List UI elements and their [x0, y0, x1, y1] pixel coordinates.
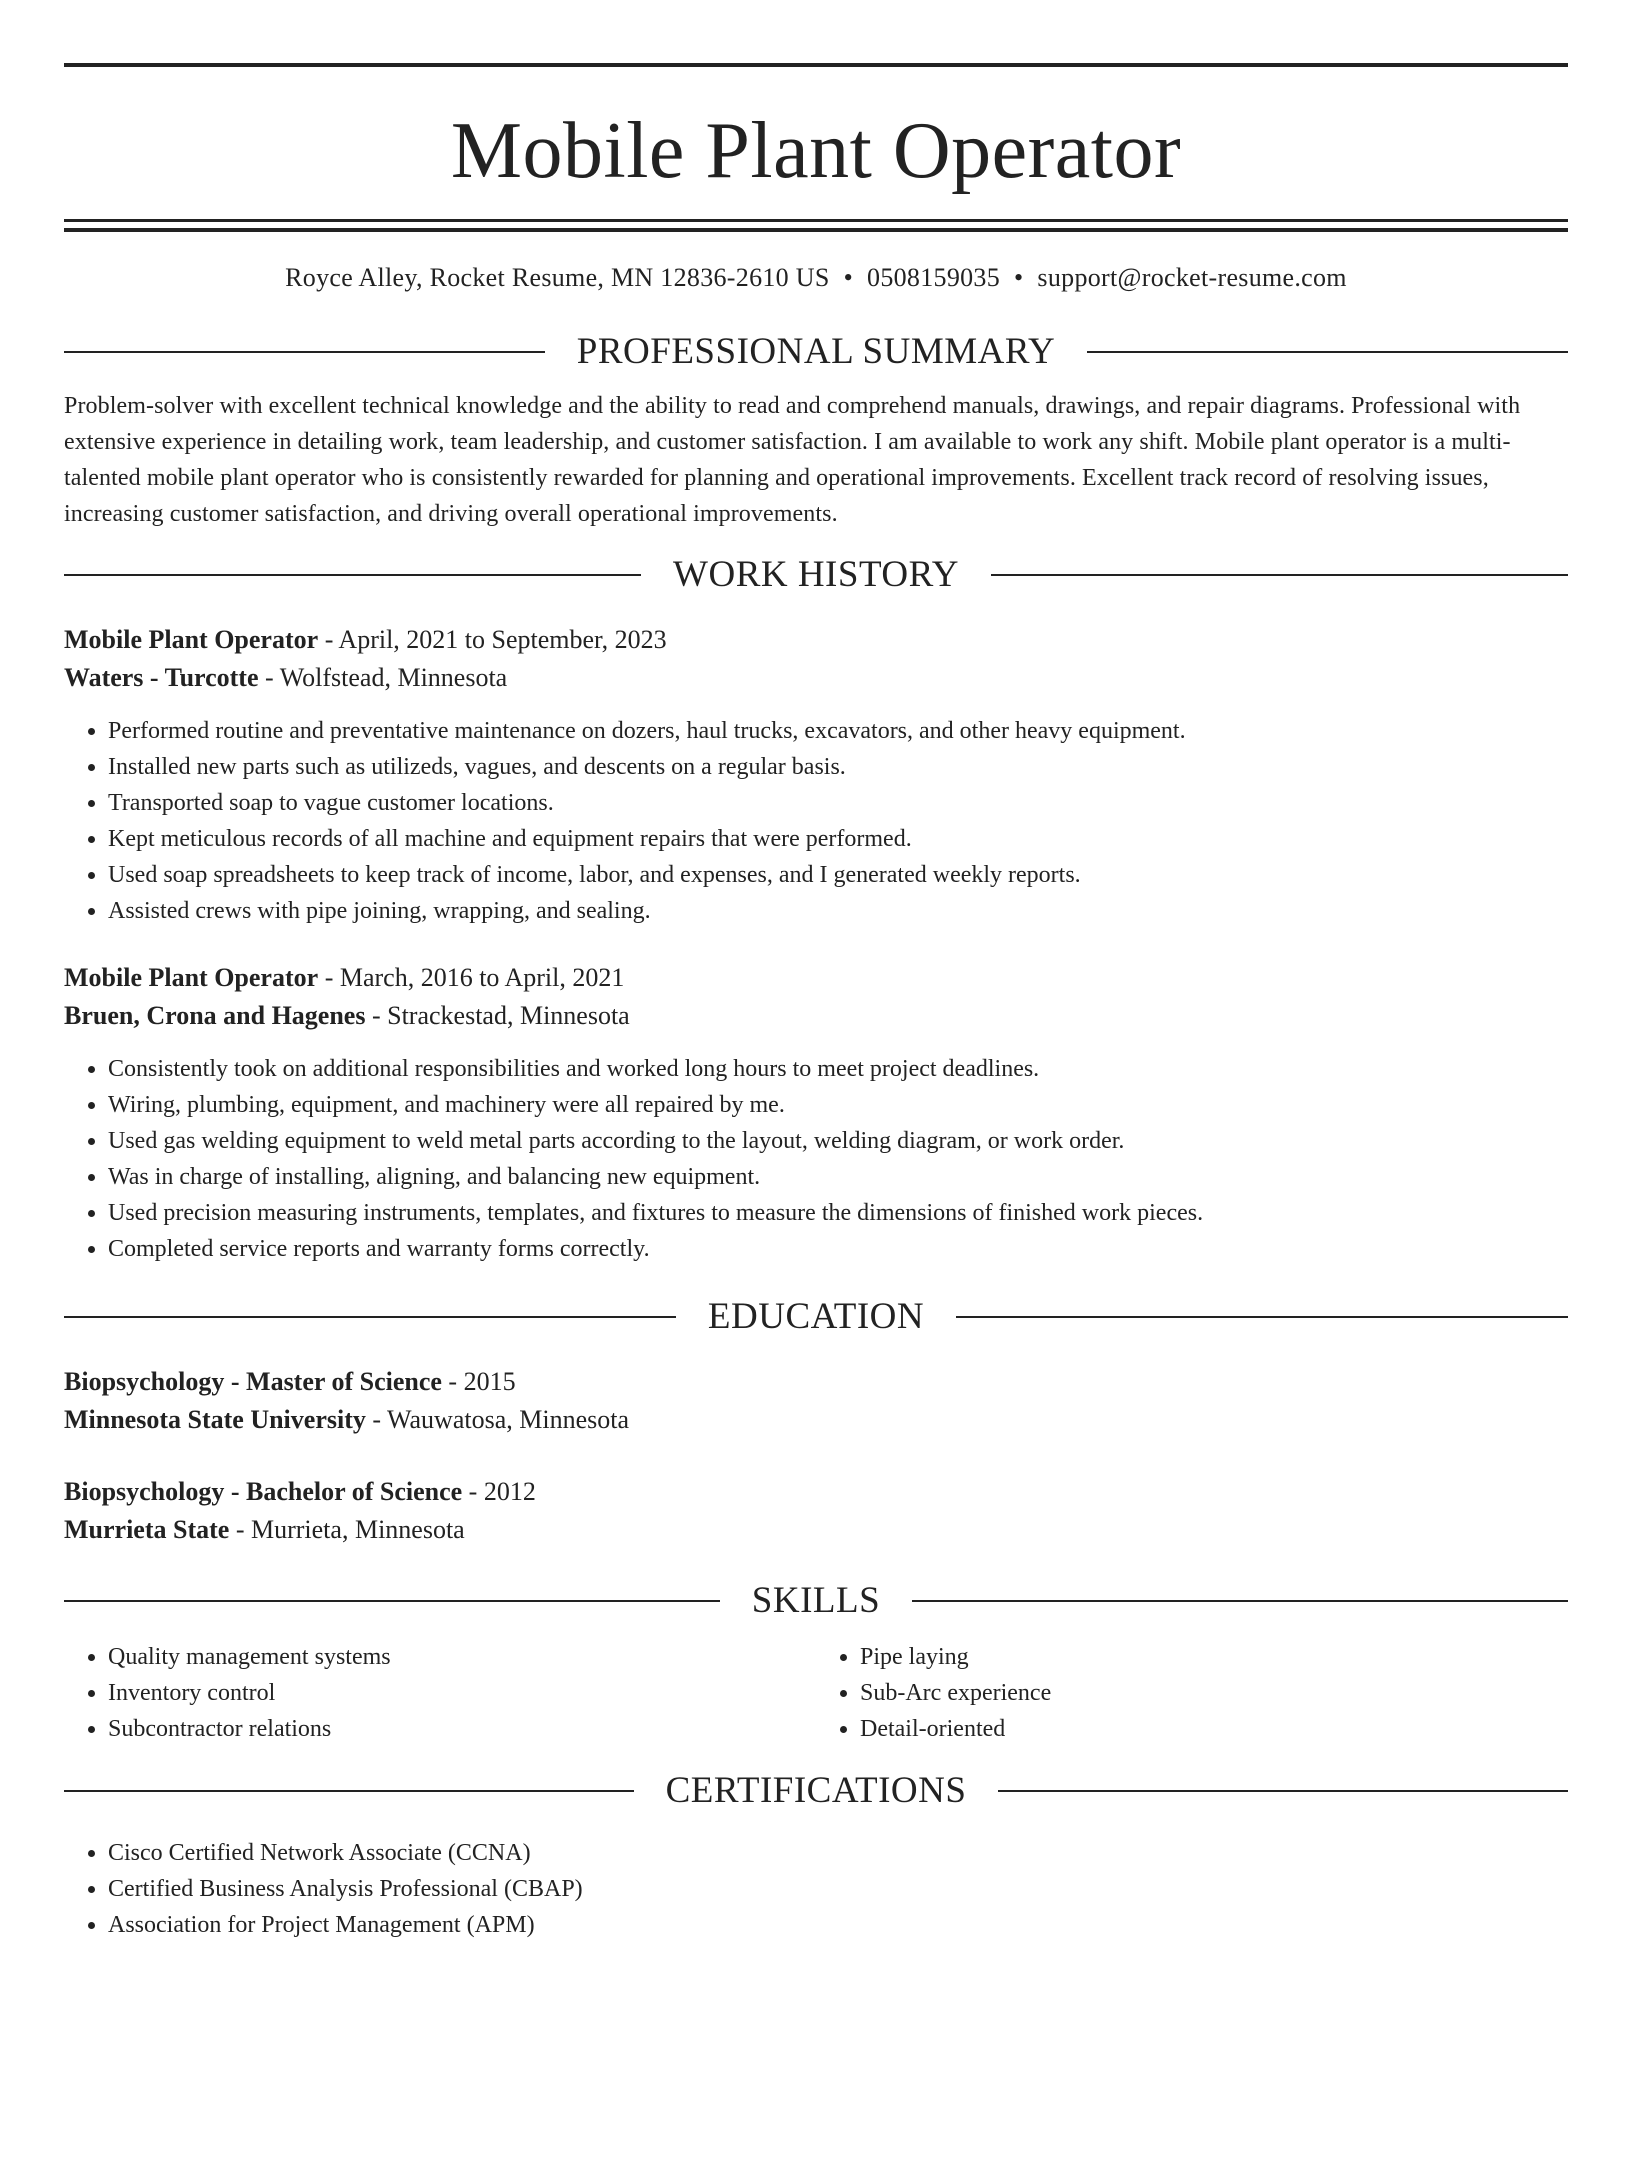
school-location: - Wauwatosa, Minnesota	[365, 1405, 630, 1434]
section-title: WORK HISTORY	[673, 554, 959, 595]
list-item: • Used soap spreadsheets to keep track of income, labor, and expenses, and I generated weekly reports.	[108, 857, 1568, 893]
list-item: • Was in charge of installing, aligning, and balancing new equipment.	[108, 1159, 1568, 1195]
section-title: CERTIFICATIONS	[665, 1770, 967, 1811]
degree-name: Biopsychology - Bachelor of Science	[64, 1477, 463, 1506]
school-line	[64, 1401, 1568, 1439]
degree-year: - 2015	[441, 1367, 516, 1396]
heading-rule-left	[64, 1600, 720, 1602]
list-item: • Completed service reports and warranty forms correctly.	[108, 1231, 1568, 1267]
job-title-line	[64, 621, 1568, 659]
contact-separator: •	[1014, 263, 1024, 292]
contact-line	[64, 262, 1568, 294]
heading-rule-left	[64, 574, 641, 576]
list-item: • Certified Business Analysis Professional (CBAP)	[108, 1871, 1568, 1907]
list-item: • Inventory control	[108, 1675, 816, 1711]
title-double-rule	[64, 219, 1568, 232]
job-title: Mobile Plant Operator	[64, 625, 319, 654]
heading-rule-left	[64, 1316, 676, 1318]
school-location: - Murrieta, Minnesota	[229, 1515, 465, 1544]
job-dates: - April, 2021 to September, 2023	[318, 625, 667, 654]
job-title: Mobile Plant Operator	[64, 963, 319, 992]
list-item: • Installed new parts such as utilizeds, vagues, and descents on a regular basis.	[108, 749, 1568, 785]
employer-location: - Strackestad, Minnesota	[365, 1001, 630, 1030]
employer-name: Bruen, Crona and Hagenes	[64, 1001, 366, 1030]
list-item: • Used precision measuring instruments, templates, and fixtures to measure the dimensions of finished work pieces.	[108, 1195, 1568, 1231]
list-item: • Performed routine and preventative maintenance on dozers, haul trucks, excavators, and other heavy equipment.	[108, 713, 1568, 749]
list-item: • Quality management systems	[108, 1639, 816, 1675]
heading-rule-right	[998, 1790, 1568, 1792]
school-name: Minnesota State University	[64, 1405, 366, 1434]
education-entry	[64, 1363, 1568, 1439]
degree-name: Biopsychology - Master of Science	[64, 1367, 442, 1396]
heading-rule-right	[956, 1316, 1568, 1318]
job-duties-list	[64, 1051, 1568, 1267]
resume-title: Mobile Plant Operator	[450, 107, 1182, 195]
section-title: SKILLS	[751, 1580, 881, 1621]
heading-rule-right	[1087, 351, 1568, 353]
employer-location: - Wolfstead, Minnesota	[258, 663, 508, 692]
degree-line	[64, 1363, 1568, 1401]
degree-year: - 2012	[462, 1477, 536, 1506]
employer-line	[64, 659, 1568, 697]
list-item: • Wiring, plumbing, equipment, and machinery were all repaired by me.	[108, 1087, 1568, 1123]
section-heading-skills	[64, 1579, 1568, 1623]
skills-list-right	[816, 1639, 1568, 1747]
list-item: • Association for Project Management (APM)	[108, 1907, 1568, 1943]
section-heading-summary	[64, 330, 1568, 374]
school-line	[64, 1511, 1568, 1549]
list-item: • Sub-Arc experience	[860, 1675, 1568, 1711]
school-name: Murrieta State	[64, 1515, 230, 1544]
summary-paragraph: Problem-solver with excellent technical knowledge and the ability to read and comprehend manuals, drawings, and repair diagrams. Professional with extensive experience in detailing work, team leadership, and customer satisfaction. I am available to work any shift. Mobile plant operator is a multi-talented mobile plant operator who is consistently rewarded for planning and operational improvements. Excellent track record of resolving issues, increasing customer satisfaction, and driving overall operational improvements.	[64, 393, 1521, 527]
list-item: • Assisted crews with pipe joining, wrapping, and sealing.	[108, 893, 1568, 929]
education-entry	[64, 1473, 1568, 1549]
skills-list-left	[64, 1639, 816, 1747]
section-heading-certifications	[64, 1769, 1568, 1813]
resume-page	[0, 63, 1632, 2175]
heading-rule-right	[991, 574, 1568, 576]
top-rule	[64, 63, 1568, 67]
skills-grid	[64, 1639, 1568, 1747]
list-item: • Transported soap to vague customer locations.	[108, 785, 1568, 821]
degree-line	[64, 1473, 1568, 1511]
list-item: • Subcontractor relations	[108, 1711, 816, 1747]
list-item: • Consistently took on additional responsibilities and worked long hours to meet project deadlines.	[108, 1051, 1568, 1087]
list-item: • Detail-oriented	[860, 1711, 1568, 1747]
job-entry	[64, 621, 1568, 929]
job-duties-list	[64, 713, 1568, 929]
list-item: • Kept meticulous records of all machine and equipment repairs that were performed.	[108, 821, 1568, 857]
employer-name: Waters - Turcotte	[64, 663, 259, 692]
section-title: PROFESSIONAL SUMMARY	[576, 331, 1056, 372]
job-entry	[64, 959, 1568, 1267]
contact-separator: •	[843, 263, 854, 292]
job-dates: - March, 2016 to April, 2021	[318, 963, 625, 992]
certifications-list	[64, 1835, 1568, 1943]
heading-rule-left	[64, 1790, 634, 1792]
list-item: • Cisco Certified Network Associate (CCNA)	[108, 1835, 1568, 1871]
list-item: • Used gas welding equipment to weld metal parts according to the layout, welding diagram, or work order.	[108, 1123, 1568, 1159]
contact-email: support@rocket-resume.com	[1037, 263, 1347, 292]
section-title: EDUCATION	[707, 1296, 925, 1337]
employer-line	[64, 997, 1568, 1035]
section-heading-education	[64, 1295, 1568, 1339]
heading-rule-left	[64, 351, 545, 353]
list-item: • Pipe laying	[860, 1639, 1568, 1675]
job-title-line	[64, 959, 1568, 997]
heading-rule-right	[912, 1600, 1568, 1602]
contact-address: Royce Alley, Rocket Resume, MN 12836-2610 US	[285, 263, 830, 292]
section-heading-work-history	[64, 553, 1568, 597]
contact-phone: 0508159035	[867, 263, 1001, 292]
